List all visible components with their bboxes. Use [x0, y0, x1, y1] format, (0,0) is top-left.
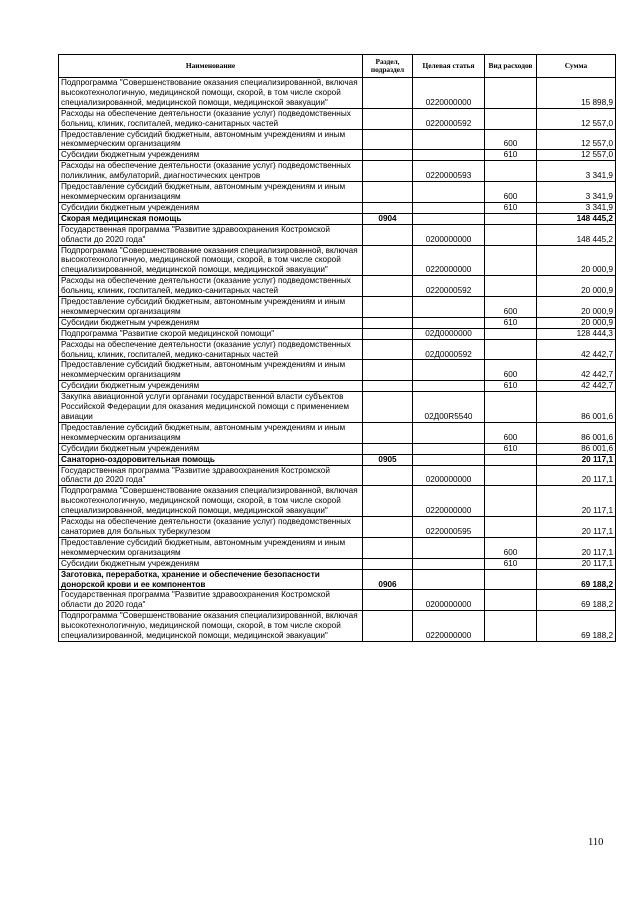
row-section [363, 537, 413, 558]
table-row [59, 245, 616, 276]
row-amount: 69 188,2 [537, 590, 616, 611]
row-section [363, 245, 413, 276]
row-section [363, 392, 413, 423]
table-row [59, 422, 616, 443]
row-name: Санаторно-оздоровительная помощь [59, 454, 363, 465]
table-row [59, 465, 616, 486]
budget-table [58, 54, 616, 642]
row-amount: 42 442,7 [537, 339, 616, 360]
table-row [59, 360, 616, 381]
row-amount: 42 442,7 [537, 360, 616, 381]
row-code: 0220000592 [413, 276, 485, 297]
row-name: Расходы на обеспечение деятельности (оказание услуг) подведомственных больниц, клиник, госпиталей, медико-санитарных частей [59, 339, 363, 360]
table-row [59, 108, 616, 129]
table-row [59, 328, 616, 339]
row-section [363, 108, 413, 129]
table-row [59, 202, 616, 213]
row-exp-type: 610 [485, 558, 537, 569]
table-row [59, 317, 616, 328]
row-amount: 69 188,2 [537, 611, 616, 642]
row-name: Закупка авиационной услуги органами государственной власти субъектов Российской Федерации для оказания медицинской помощи с применением авиации [59, 392, 363, 423]
table-row [59, 486, 616, 517]
row-exp-type: 600 [485, 297, 537, 318]
row-amount: 128 444,3 [537, 328, 616, 339]
row-name: Государственная программа "Развитие здравоохранения Костромской области до 2020 года" [59, 224, 363, 245]
row-exp-type [485, 454, 537, 465]
table-row [59, 161, 616, 182]
row-exp-type: 610 [485, 443, 537, 454]
row-amount: 20 000,9 [537, 276, 616, 297]
row-code [413, 182, 485, 203]
row-name: Субсидии бюджетным учреждениям [59, 381, 363, 392]
row-code: 0220000000 [413, 486, 485, 517]
table-row [59, 558, 616, 569]
row-amount: 20 117,1 [537, 465, 616, 486]
row-code: 0220000592 [413, 108, 485, 129]
row-code: 02Д0000000 [413, 328, 485, 339]
table-row [59, 182, 616, 203]
row-code [413, 537, 485, 558]
table-row [59, 454, 616, 465]
row-amount: 20 117,1 [537, 517, 616, 538]
table-row [59, 392, 616, 423]
row-code: 0220000595 [413, 517, 485, 538]
row-section [363, 161, 413, 182]
row-name: Предоставление субсидий бюджетным, автономным учреждениям и иным некоммерческим организациям [59, 129, 363, 150]
row-exp-type: 600 [485, 129, 537, 150]
row-name: Расходы на обеспечение деятельности (оказание услуг) подведомственных больниц, клиник, госпиталей, медико-санитарных частей [59, 276, 363, 297]
table-body [59, 78, 616, 642]
row-name: Расходы на обеспечение деятельности (оказание услуг) подведомственных больниц, клиник, госпиталей, медико-санитарных частей [59, 108, 363, 129]
row-exp-type [485, 392, 537, 423]
row-exp-type: 600 [485, 182, 537, 203]
row-code: 0220000000 [413, 245, 485, 276]
row-section [363, 182, 413, 203]
row-name: Подпрограмма "Совершенствование оказания специализированной, включая высокотехнологичную, медицинской помощи, скорой, в том числе скорой специализированной, медицинской помощи, медицинской эвакуации" [59, 611, 363, 642]
table-row [59, 150, 616, 161]
row-code [413, 443, 485, 454]
row-section [363, 328, 413, 339]
row-name: Субсидии бюджетным учреждениям [59, 150, 363, 161]
row-section [363, 224, 413, 245]
row-amount: 15 898,9 [537, 78, 616, 109]
row-section: 0906 [363, 569, 413, 590]
row-amount: 3 341,9 [537, 161, 616, 182]
row-amount: 86 001,6 [537, 422, 616, 443]
header-name: Наименование [59, 55, 363, 78]
row-name: Скорая медицинская помощь [59, 213, 363, 224]
row-section [363, 317, 413, 328]
row-code [413, 129, 485, 150]
table-row [59, 276, 616, 297]
table-row [59, 339, 616, 360]
row-code: 02Д00R5540 [413, 392, 485, 423]
row-name: Субсидии бюджетным учреждениям [59, 317, 363, 328]
row-exp-type [485, 517, 537, 538]
row-code [413, 297, 485, 318]
table-row [59, 517, 616, 538]
row-name: Государственная программа "Развитие здравоохранения Костромской области до 2020 года" [59, 465, 363, 486]
row-amount: 12 557,0 [537, 150, 616, 161]
row-exp-type: 610 [485, 317, 537, 328]
row-section [363, 422, 413, 443]
row-amount: 69 188,2 [537, 569, 616, 590]
row-code: 02Д0000592 [413, 339, 485, 360]
row-name: Заготовка, переработка, хранение и обеспечение безопасности донорской крови и ее компонентов [59, 569, 363, 590]
row-exp-type [485, 590, 537, 611]
row-exp-type: 610 [485, 202, 537, 213]
row-exp-type [485, 465, 537, 486]
row-exp-type: 610 [485, 150, 537, 161]
row-exp-type [485, 108, 537, 129]
row-name: Субсидии бюджетным учреждениям [59, 202, 363, 213]
header-section: Раздел, подраздел [363, 55, 413, 78]
row-code [413, 422, 485, 443]
table-row [59, 224, 616, 245]
row-amount: 42 442,7 [537, 381, 616, 392]
row-section [363, 129, 413, 150]
row-section: 0904 [363, 213, 413, 224]
row-code [413, 317, 485, 328]
row-name: Расходы на обеспечение деятельности (оказание услуг) подведомственных поликлиник, амбулаторий, диагностических центров [59, 161, 363, 182]
row-section [363, 611, 413, 642]
row-name: Предоставление субсидий бюджетным, автономным учреждениям и иным некоммерческим организациям [59, 360, 363, 381]
row-code: 0220000593 [413, 161, 485, 182]
row-code [413, 381, 485, 392]
row-exp-type [485, 328, 537, 339]
row-exp-type [485, 569, 537, 590]
table-header-row [59, 55, 616, 78]
row-section [363, 202, 413, 213]
row-exp-type [485, 486, 537, 517]
row-name: Подпрограмма "Совершенствование оказания специализированной, включая высокотехнологичную, медицинской помощи, скорой, в том числе скорой специализированной, медицинской помощи, медицинской эвакуации" [59, 78, 363, 109]
row-name: Подпрограмма "Совершенствование оказания специализированной, включая высокотехнологичную, медицинской помощи, скорой, в том числе скорой специализированной, медицинской помощи, медицинской эвакуации" [59, 486, 363, 517]
table-row [59, 297, 616, 318]
row-section [363, 558, 413, 569]
row-amount: 20 117,1 [537, 454, 616, 465]
row-amount: 20 000,9 [537, 317, 616, 328]
row-section [363, 517, 413, 538]
row-exp-type: 610 [485, 381, 537, 392]
row-amount: 20 117,1 [537, 486, 616, 517]
row-exp-type [485, 213, 537, 224]
row-code [413, 569, 485, 590]
row-section [363, 360, 413, 381]
row-amount: 12 557,0 [537, 129, 616, 150]
table-row [59, 569, 616, 590]
header-code: Целевая статья [413, 55, 485, 78]
row-code: 0200000000 [413, 465, 485, 486]
row-name: Подпрограмма "Совершенствование оказания специализированной, включая высокотехнологичную, медицинской помощи, скорой, в том числе скорой специализированной, медицинской помощи, медицинской эвакуации" [59, 245, 363, 276]
row-name: Расходы на обеспечение деятельности (оказание услуг) подведомственных санаториев для больных туберкулезом [59, 517, 363, 538]
row-code [413, 213, 485, 224]
row-code [413, 360, 485, 381]
row-exp-type [485, 224, 537, 245]
row-name: Предоставление субсидий бюджетным, автономным учреждениям и иным некоммерческим организациям [59, 537, 363, 558]
row-exp-type [485, 611, 537, 642]
row-section [363, 381, 413, 392]
table-row [59, 590, 616, 611]
header-amount: Сумма [537, 55, 616, 78]
row-exp-type [485, 161, 537, 182]
row-section [363, 276, 413, 297]
row-amount: 20 000,9 [537, 297, 616, 318]
table-row [59, 537, 616, 558]
row-exp-type [485, 78, 537, 109]
row-section: 0905 [363, 454, 413, 465]
row-code: 0220000000 [413, 611, 485, 642]
row-section [363, 78, 413, 109]
row-amount: 12 557,0 [537, 108, 616, 129]
row-section [363, 339, 413, 360]
row-section [363, 297, 413, 318]
row-code [413, 150, 485, 161]
row-code [413, 454, 485, 465]
row-amount: 148 445,2 [537, 224, 616, 245]
table-row [59, 611, 616, 642]
row-code [413, 558, 485, 569]
row-amount: 3 341,9 [537, 182, 616, 203]
row-amount: 148 445,2 [537, 213, 616, 224]
table-row [59, 78, 616, 109]
row-code [413, 202, 485, 213]
row-exp-type: 600 [485, 422, 537, 443]
table-row [59, 213, 616, 224]
row-exp-type: 600 [485, 537, 537, 558]
row-section [363, 465, 413, 486]
table-row [59, 443, 616, 454]
row-section [363, 590, 413, 611]
row-amount: 20 117,1 [537, 558, 616, 569]
page-number: 110 [588, 837, 604, 848]
row-amount: 20 117,1 [537, 537, 616, 558]
header-exp-type: Вид расходов [485, 55, 537, 78]
row-code: 0200000000 [413, 224, 485, 245]
row-name: Государственная программа "Развитие здравоохранения Костромской области до 2020 года" [59, 590, 363, 611]
row-exp-type: 600 [485, 360, 537, 381]
row-section [363, 443, 413, 454]
row-section [363, 150, 413, 161]
row-exp-type [485, 245, 537, 276]
row-code: 0200000000 [413, 590, 485, 611]
row-amount: 86 001,6 [537, 392, 616, 423]
row-exp-type [485, 339, 537, 360]
row-amount: 3 341,9 [537, 202, 616, 213]
row-code: 0220000000 [413, 78, 485, 109]
table-row [59, 381, 616, 392]
row-name: Предоставление субсидий бюджетным, автономным учреждениям и иным некоммерческим организациям [59, 182, 363, 203]
row-name: Предоставление субсидий бюджетным, автономным учреждениям и иным некоммерческим организациям [59, 297, 363, 318]
row-name: Подпрограмма "Развитие скорой медицинской помощи" [59, 328, 363, 339]
row-amount: 86 001,6 [537, 443, 616, 454]
row-name: Субсидии бюджетным учреждениям [59, 443, 363, 454]
row-amount: 20 000,9 [537, 245, 616, 276]
row-name: Предоставление субсидий бюджетным, автономным учреждениям и иным некоммерческим организациям [59, 422, 363, 443]
row-exp-type [485, 276, 537, 297]
row-name: Субсидии бюджетным учреждениям [59, 558, 363, 569]
row-section [363, 486, 413, 517]
table-row [59, 129, 616, 150]
